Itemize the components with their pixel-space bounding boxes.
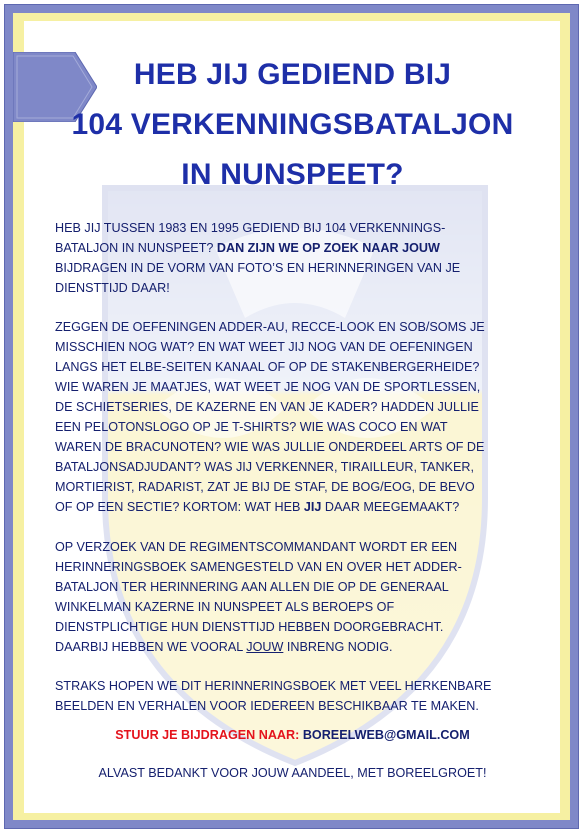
memories-emphasis: JIJ (303, 500, 322, 514)
book-line: HERINNERINGSBOEK SAMENGESTELD VAN EN OVER HET ADDER- (55, 560, 462, 574)
memories-line: EEN PELOTONSLOGO OP JE T-SHIRTS? WIE WAS COCO EN WAT (55, 420, 448, 434)
memories-line: DE SCHIETSERIES, DE KAZERNE EN VAN JE KADER? HADDEN JULLIE (55, 400, 479, 414)
book-line: BATALJON TER HERINNERING AAN ALLEN DIE OP DE GENERAAL (55, 580, 449, 594)
send-label: STUUR JE BIJDRAGEN NAAR: (115, 728, 300, 742)
book-line: WINKELMAN KAZERNE IN NUNSPEET ALS BEROEPS OF (55, 600, 395, 614)
title-line-2: 104 VERKENNINGSBATALJON (71, 108, 514, 141)
hope-line: STRAKS HOPEN WE DIT HERINNERINGSBOEK MET VEEL HERKENBARE (55, 679, 492, 693)
intro-line: BATALJON IN NUNSPEET? DAN ZIJN WE OP ZOEK NAAR JOUW (55, 241, 440, 255)
intro-emphasis: DAN ZIJN WE OP ZOEK NAAR JOUW (216, 241, 440, 255)
hope-line: BEELDEN EN VERHALEN VOOR IEDEREEN BESCHIKBAAR TE MAKEN. (55, 699, 479, 713)
book-emphasis: JOUW (246, 640, 284, 654)
book-line: OP VERZOEK VAN DE REGIMENTSCOMMANDANT WORDT ER EEN (55, 540, 458, 554)
closing-thanks: ALVAST BEDANKT VOOR JOUW AANDEEL, MET BOREELGROET! (98, 766, 487, 780)
intro-line: BIJDRAGEN IN DE VORM VAN FOTO’S EN HERINNERINGEN VAN JE (55, 261, 461, 275)
intro-line: HEB JIJ TUSSEN 1983 EN 1995 GEDIEND BIJ 104 VERKENNINGS- (55, 221, 446, 235)
contact-email[interactable]: BOREELWEB@GMAIL.COM (302, 728, 470, 742)
title-line-3: IN NUNSPEET? (181, 158, 404, 191)
memories-line: LANGS HET ELBE-SEITEN KANAAL OF OP DE STAKENBERGERHEIDE? (55, 360, 480, 374)
memories-line: MORTIERIST, RADARIST, ZAT JE BIJ DE STAF, DE BOG/EOG, DE BEVO (55, 480, 475, 494)
memories-line: ZEGGEN DE OEFENINGEN ADDER-AU, RECCE-LOOK EN SOB/SOMS JE (55, 320, 485, 334)
memories-line: OF OP EEN SECTIE? KORTOM: WAT HEB JIJ DAAR MEEGEMAAKT? (55, 500, 460, 514)
book-paragraph (55, 537, 535, 657)
send-contributions-line (40, 728, 545, 742)
intro-paragraph (55, 218, 535, 298)
memories-line: MISSCHIEN NOG WAT? EN WAT WEET JIJ NOG VAN DE OEFENINGEN (55, 340, 473, 354)
memories-paragraph (55, 317, 535, 517)
memories-line: BATALJONSADJUDANT? WAS JIJ VERKENNER, TIRAILLEUR, TANKER, (55, 460, 474, 474)
memories-line: WAREN DE BRACUNOTEN? WIE WAS JULLIE ONDERDEEL ARTS OF DE (55, 440, 485, 454)
page-title (40, 50, 545, 200)
book-line: DAARBIJ HEBBEN WE VOORAL JOUW INBRENG NODIG. (55, 640, 393, 654)
hope-paragraph (55, 676, 535, 716)
title-line-1: HEB JIJ GEDIEND BIJ (133, 58, 452, 91)
intro-line: DIENSTTIJD DAAR! (55, 281, 170, 295)
memories-line: WIE WAREN JE MAATJES, WAT WEET JE NOG VAN DE SPORTLESSEN, (55, 380, 481, 394)
book-line: DIENSTPLICHTIGE HUN DIENSTTIJD HEBBEN DOORGEBRACHT. (55, 620, 444, 634)
